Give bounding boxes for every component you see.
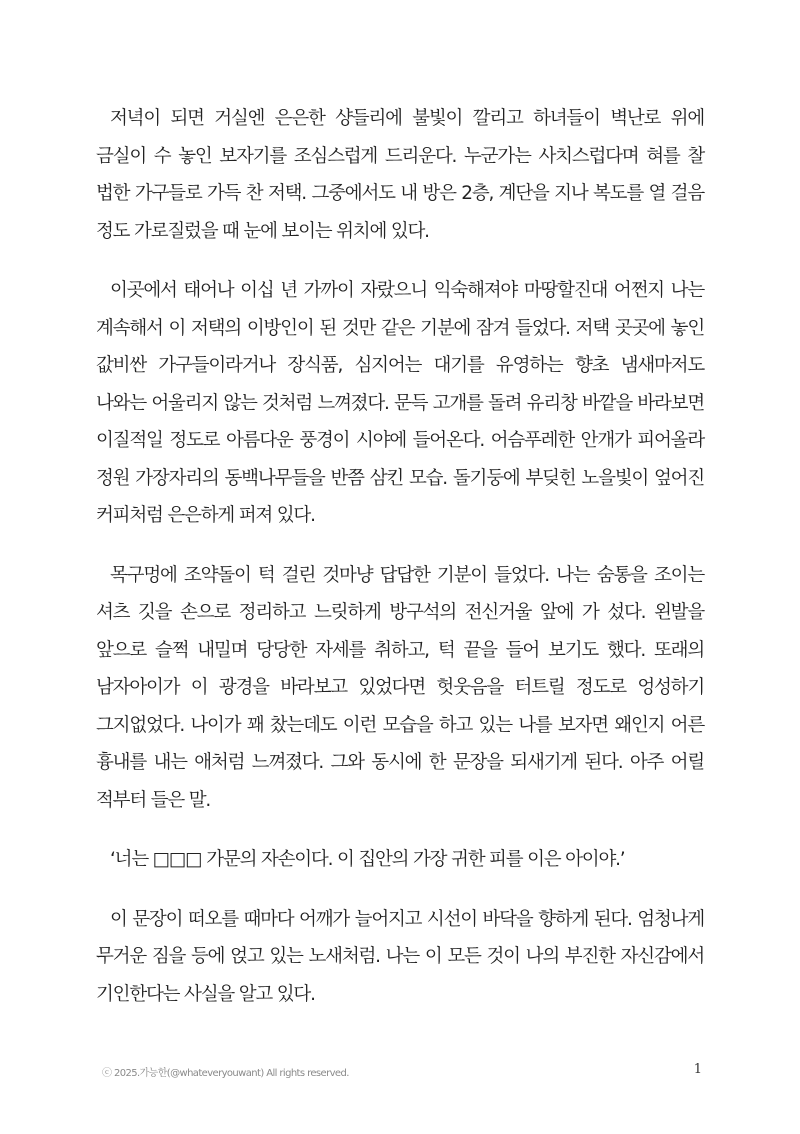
- quote-paragraph: ‘너는 □□□ 가문의 자손이다. 이 집안의 가장 귀한 피를 이은 아이야.’: [110, 849, 625, 870]
- page-footer: [96, 1062, 704, 1082]
- copyright-notice: ⓒ 2025.가능한(@whateveryouwant) All rights reserved.: [102, 1068, 349, 1079]
- paragraph: 저녁이 되면 거실엔 은은한 샹들리에 불빛이 깔리고 하녀들이 벽난로 위에 금실이 수 놓인 보자기를 조심스럽게 드리운다. 누군가는 사치스럽다며 혀를 찰 법한 가구들로 가득 찬 저택. 그중에서도 내 방은 2층, 계단을 지나 복도를 열 걸음 정도 가로질렀을 때 눈에 보이는 위치에 있다.: [96, 108, 704, 242]
- paragraph: 이곳에서 태어나 이십 년 가까이 자랐으니 익숙해져야 마땅할진대 어쩐지 나는 계속해서 이 저택의 이방인이 된 것만 같은 기분에 잠겨 들었다. 저택 곳곳에 놓인 값비싼 가구들이라거나 장식품, 심지어는 대기를 유영하는 향초 냄새마저도 나와는 어울리지 않는 것처럼 느껴졌다. 문득 고개를 돌려 유리창 바깥을 바라보면 이질적일 정도로 아름다운 풍경이 시야에 들어온다. 어슴푸레한 안개가 피어올라 정원 가장자리의 동백나무들을 반쯤 삼킨 모습. 돌기둥에 부딪힌 노을빛이 엎어진 커피처럼 은은하게 퍼져 있다.: [96, 280, 704, 526]
- body-text: [96, 100, 704, 1013]
- page-number: 1: [693, 1062, 702, 1077]
- paragraph: 이 문장이 떠오를 때마다 어깨가 늘어지고 시선이 바닥을 향하게 된다. 엄청나게 무거운 짐을 등에 얹고 있는 노새처럼. 나는 이 모든 것이 나의 부진한 자신감에서 기인한다는 사실을 알고 있다.: [96, 908, 704, 1005]
- paragraph: 목구멍에 조약돌이 턱 걸린 것마냥 답답한 기분이 들었다. 나는 숨통을 조이는 셔츠 깃을 손으로 정리하고 느릿하게 방구석의 전신거울 앞에 가 섰다. 왼발을 앞으로 슬쩍 내밀며 당당한 자세를 취하고, 턱 끝을 들어 보기도 했다. 또래의 남자아이가 이 광경을 바라보고 있었다면 헛웃음을 터트릴 정도로 엉성하기 그지없었다. 나이가 꽤 찼는데도 이런 모습을 하고 있는 나를 보자면 왜인지 어른 흉내를 내는 애처럼 느껴졌다. 그와 동시에 한 문장을 되새기게 된다. 아주 어릴 적부터 들은 말.: [96, 564, 704, 811]
